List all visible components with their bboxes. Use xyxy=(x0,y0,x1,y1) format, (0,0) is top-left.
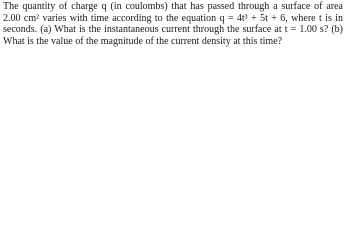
problem-text: The quantity of charge q (in coulombs) that has passed through a surface of area 2.00 cm² varies with time according to the equation q = 4t³ + 5t + 6, where t is in seconds. (a) What is the instantaneous current through the surface at t = 1.00 s? (b) What is the value of the magnitude of the current density at this time? xyxy=(3,1,343,47)
problem-statement xyxy=(3,1,343,47)
